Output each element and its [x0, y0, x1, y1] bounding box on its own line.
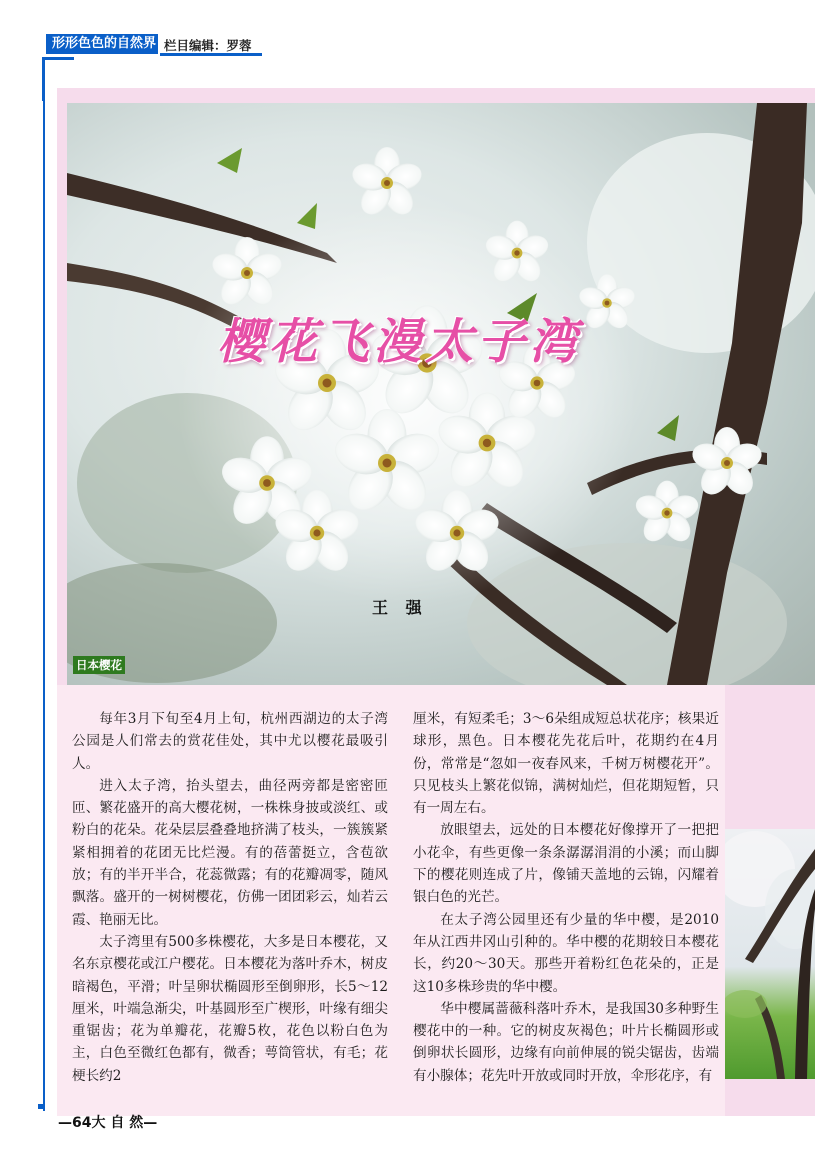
editor-underline — [160, 53, 262, 56]
article-title: 樱花飞漫太子湾 — [217, 314, 582, 370]
corner-rule-horizontal — [42, 57, 74, 60]
paragraph-continued: 厘米，有短柔毛；3～6朵组成短总状花序；核果近球形，黑色。日本樱花先花后叶，花期约在4月份，常常是“忽如一夜春风来，千树万树樱花开”。只见枝头上繁花似锦，满树灿烂，但花期短暂，只有一周左右。 — [413, 711, 719, 817]
left-margin-marker — [38, 1104, 43, 1109]
text-column-right — [413, 708, 719, 1087]
page-number-footer: —64大 自 然— — [58, 1115, 158, 1131]
cherry-tree-photo — [725, 829, 815, 1079]
blossom-illustration — [67, 103, 815, 685]
cherry-blossom-photo — [67, 103, 815, 685]
column-editor: 栏目编辑：罗蓉 — [164, 38, 252, 53]
paragraph: 在太子湾公园里还有少量的华中樱，是2010年从江西井冈山引种的。华中樱的花期较日本樱花长，约20～30天。那些开着粉红色花朵的，正是这10多株珍贵的华中樱。 — [413, 911, 719, 995]
paragraph: 太子湾里有500多株樱花，大多是日本樱花，又名东京樱花或江户樱花。日本樱花为落叶乔木，树皮暗褐色，平滑；叶呈卵状椭圆形至倒卵形，长5～12厘米，叶端急渐尖，叶基圆形至广楔形，叶缘有细尖重锯齿；花为单瓣花，花瓣5枚，花色以粉白色为主，白色至微红色都有，微香；萼筒管状，有毛；花梗长约2 — [72, 933, 388, 1084]
section-tag: 形形色色的自然界 — [46, 34, 158, 54]
paragraph: 华中樱属蔷薇科落叶乔木，是我国30多种野生樱花中的一种。它的树皮灰褐色；叶片长椭圆形或倒卵状长圆形，边缘有向前伸展的锐尖锯齿，齿端有小腺体；花先叶开放或同时开放，伞形花序，有 — [413, 1000, 719, 1084]
photo-caption: 日本樱花 — [73, 656, 125, 674]
corner-rule-vertical — [42, 57, 45, 101]
paragraph: 每年3月下旬至4月上旬，杭州西湖边的太子湾公园是人们常去的赏花佳处，其中尤以樱花最吸引人。 — [72, 711, 388, 772]
left-margin-rule — [43, 101, 45, 1111]
tree-illustration — [725, 829, 815, 1079]
paragraph: 放眼望去，远处的日本樱花好像撑开了一把把小花伞，有些更像一条条潺潺涓涓的小溪；而山脚下的樱花则连成了片，像铺天盖地的云锦，闪耀着银白色的光芒。 — [413, 822, 719, 906]
text-column-left — [72, 708, 388, 1087]
paragraph: 进入太子湾，抬头望去，曲径两旁都是密密匝匝、繁花盛开的高大樱花树，一株株身披或淡红、或粉白的花朵。花朵层层叠叠地挤满了枝头，一簇簇紧紧相拥着的花团无比烂漫。有的蓓蕾挺立，含苞欲放；有的半开半合，花蕊微露；有的花瓣凋零，随风飘落。盛开的一树树樱花，仿佛一团团彩云，灿若云霞、艳丽无比。 — [72, 777, 388, 928]
author-name: 王 强 — [372, 598, 428, 617]
